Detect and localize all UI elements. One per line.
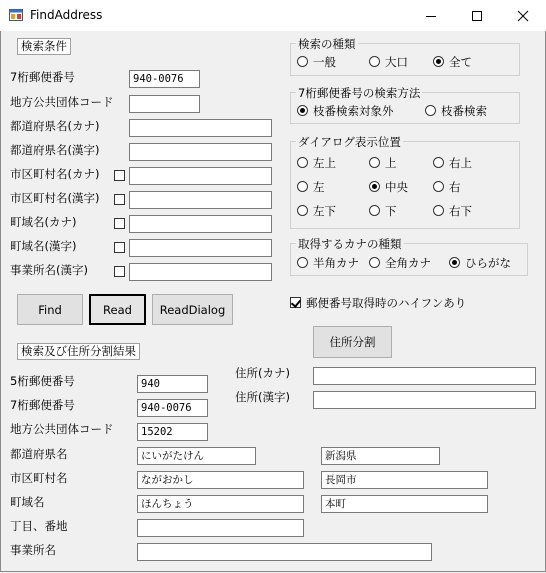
- town-kanji-checkbox[interactable]: [114, 242, 125, 253]
- kana-half-label[interactable]: 半角カナ: [313, 256, 359, 270]
- position-bottom-right-radio[interactable]: [433, 205, 444, 216]
- pref-kanji-result-field[interactable]: 新潟県: [321, 447, 440, 465]
- office-result-label: 事業所名: [10, 543, 56, 557]
- position-bottom-right-label[interactable]: 右下: [449, 204, 472, 218]
- branch-method-title: 7桁郵便番号の検索方法: [298, 86, 421, 100]
- hyphen-checkbox[interactable]: [290, 297, 301, 308]
- address-kana-label: 住所(カナ): [235, 366, 290, 380]
- kana-hiragana-label[interactable]: ひらがな: [465, 256, 511, 270]
- town-kana-cond-input[interactable]: [129, 215, 272, 233]
- chome-result-field[interactable]: [137, 519, 304, 537]
- hyphen-label[interactable]: 郵便番号取得時のハイフンあり: [306, 296, 467, 310]
- read-dialog-button[interactable]: ReadDialog: [152, 294, 233, 325]
- close-icon: [517, 10, 529, 22]
- address-kana-field[interactable]: [313, 367, 536, 385]
- city-kanji-checkbox[interactable]: [114, 194, 125, 205]
- town-kana-checkbox[interactable]: [114, 218, 125, 229]
- code-cond-input[interactable]: [129, 95, 200, 113]
- position-bottom-radio[interactable]: [369, 205, 380, 216]
- office-kanji-cond-input[interactable]: [129, 263, 272, 281]
- find-button[interactable]: Find: [17, 294, 83, 325]
- city-kanji-result-field[interactable]: 長岡市: [321, 471, 488, 489]
- position-right-label[interactable]: 右: [449, 180, 461, 194]
- search-type-general-radio[interactable]: [297, 56, 308, 67]
- maximize-button[interactable]: [454, 0, 500, 31]
- position-bottom-label[interactable]: 下: [385, 204, 397, 218]
- city-kana-result-field[interactable]: ながおかし: [137, 471, 304, 489]
- position-bottom-left-label[interactable]: 左下: [313, 204, 336, 218]
- pref-kana-cond-input[interactable]: [129, 119, 272, 137]
- city-kanji-cond-label: 市区町村名(漢字): [10, 191, 100, 205]
- city-kana-checkbox[interactable]: [114, 170, 125, 181]
- position-bottom-left-radio[interactable]: [297, 205, 308, 216]
- city-result-label: 市区町村名: [10, 471, 68, 485]
- office-kanji-cond-label: 事業所名(漢字): [10, 263, 88, 277]
- office-result-field[interactable]: [137, 543, 432, 561]
- window-title: FindAddress: [30, 8, 103, 22]
- position-top-right-radio[interactable]: [433, 157, 444, 168]
- pref-kana-cond-label: 都道府県名(カナ): [10, 119, 100, 133]
- app-icon: [9, 9, 23, 21]
- search-conditions-title: 検索条件: [17, 38, 71, 55]
- position-left-radio[interactable]: [297, 181, 308, 192]
- search-type-title: 検索の種類: [298, 37, 356, 51]
- minimize-icon: [425, 10, 437, 22]
- address-kanji-label: 住所(漢字): [235, 390, 290, 404]
- chome-result-label: 丁目、番地: [10, 519, 68, 533]
- branch-excluded-label[interactable]: 枝番検索対象外: [313, 104, 394, 118]
- kana-hiragana-radio[interactable]: [449, 257, 460, 268]
- city-kana-cond-input[interactable]: [129, 167, 272, 185]
- town-kanji-result-field[interactable]: 本町: [321, 495, 488, 513]
- search-type-large-radio[interactable]: [369, 56, 380, 67]
- search-type-general-label[interactable]: 一般: [313, 55, 336, 69]
- position-left-label[interactable]: 左: [313, 180, 325, 194]
- minimize-button[interactable]: [408, 0, 454, 31]
- city-kanji-cond-input[interactable]: [129, 191, 272, 209]
- position-top-left-label[interactable]: 左上: [313, 156, 336, 170]
- position-top-left-radio[interactable]: [297, 157, 308, 168]
- kana-full-radio[interactable]: [369, 257, 380, 268]
- read-button[interactable]: Read: [89, 294, 146, 325]
- position-top-label[interactable]: 上: [385, 156, 397, 170]
- town-kanji-cond-label: 町域名(漢字): [10, 239, 77, 253]
- pref-kanji-cond-input[interactable]: [129, 143, 272, 161]
- branch-search-radio[interactable]: [425, 105, 436, 116]
- pref-kanji-cond-label: 都道府県名(漢字): [10, 143, 100, 157]
- branch-search-label[interactable]: 枝番検索: [441, 104, 487, 118]
- position-center-radio[interactable]: [369, 181, 380, 192]
- search-type-large-label[interactable]: 大口: [385, 55, 408, 69]
- town-kana-result-field[interactable]: ほんちょう: [137, 495, 304, 513]
- zip7-cond-input[interactable]: 940-0076: [129, 70, 200, 88]
- pref-kana-result-field[interactable]: にいがたけん: [137, 447, 256, 465]
- town-result-label: 町域名: [10, 495, 45, 509]
- city-kana-cond-label: 市区町村名(カナ): [10, 167, 100, 181]
- town-kana-cond-label: 町域名(カナ): [10, 215, 77, 229]
- zip5-result-field[interactable]: 940: [137, 375, 208, 393]
- results-title: 検索及び住所分割結果: [17, 343, 140, 360]
- split-address-button[interactable]: 住所分割: [313, 326, 392, 358]
- zip7-result-field[interactable]: 940-0076: [137, 399, 208, 417]
- close-button[interactable]: [500, 0, 546, 31]
- town-kanji-cond-input[interactable]: [129, 239, 272, 257]
- kana-full-label[interactable]: 全角カナ: [385, 256, 431, 270]
- position-right-radio[interactable]: [433, 181, 444, 192]
- code-result-field[interactable]: 15202: [137, 423, 208, 441]
- kana-half-radio[interactable]: [297, 257, 308, 268]
- zip7-result-label: 7桁郵便番号: [10, 398, 75, 412]
- pref-result-label: 都道府県名: [10, 447, 68, 461]
- code-cond-label: 地方公共団体コード: [10, 95, 114, 109]
- dialog-position-title: ダイアログ表示位置: [298, 135, 401, 149]
- maximize-icon: [471, 10, 483, 22]
- search-type-all-radio[interactable]: [433, 56, 444, 67]
- position-center-label[interactable]: 中央: [385, 180, 408, 194]
- code-result-label: 地方公共団体コード: [10, 422, 114, 436]
- position-top-right-label[interactable]: 右上: [449, 156, 472, 170]
- address-kanji-field[interactable]: [313, 391, 536, 409]
- search-type-all-label[interactable]: 全て: [449, 55, 472, 69]
- zip5-result-label: 5桁郵便番号: [10, 374, 75, 388]
- zip7-cond-label: 7桁郵便番号: [10, 70, 75, 84]
- kana-type-title: 取得するカナの種類: [298, 237, 402, 251]
- position-top-radio[interactable]: [369, 157, 380, 168]
- branch-excluded-radio[interactable]: [297, 105, 308, 116]
- office-kanji-checkbox[interactable]: [114, 266, 125, 277]
